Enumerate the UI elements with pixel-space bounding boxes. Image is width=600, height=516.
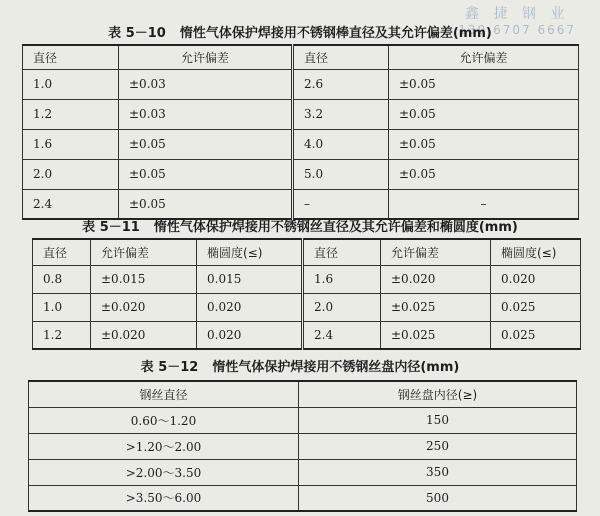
table-cell: 0.025 <box>491 293 581 321</box>
table-row <box>23 99 579 129</box>
table-cell: ±0.03 <box>119 99 293 129</box>
table-cell: >1.20～2.00 <box>29 433 299 459</box>
table1-header: 允许偏差 <box>119 45 293 69</box>
table3-caption <box>0 356 600 375</box>
table3-header-row <box>29 381 577 407</box>
table-cell: 3.2 <box>293 99 389 129</box>
table-cell: ±0.020 <box>91 293 197 321</box>
table2-header: 直径 <box>303 239 381 265</box>
table-cell: 5.0 <box>293 159 389 189</box>
table-row <box>23 69 579 99</box>
table-cell: ±0.020 <box>91 321 197 349</box>
table-cell: >3.50～6.00 <box>29 485 299 511</box>
table-cell: 500 <box>299 485 577 511</box>
table-cell: 1.0 <box>23 69 119 99</box>
table-cell: 4.0 <box>293 129 389 159</box>
table-cell: ±0.020 <box>381 265 491 293</box>
table-cell: 150 <box>299 407 577 433</box>
table2-header-row <box>33 239 581 265</box>
table-row <box>29 459 577 485</box>
table-cell: – <box>293 189 389 219</box>
table-cell: 2.4 <box>303 321 381 349</box>
table-cell: ±0.05 <box>389 69 579 99</box>
table-cell: 0.020 <box>197 321 303 349</box>
table3 <box>28 380 577 512</box>
watermark-name: 鑫 捷 钢 业 <box>465 6 570 22</box>
table-row <box>33 265 581 293</box>
table2-header: 允许偏差 <box>381 239 491 265</box>
table2-header: 允许偏差 <box>91 239 197 265</box>
table-row <box>23 129 579 159</box>
table-cell: ±0.05 <box>389 99 579 129</box>
table-cell: ±0.015 <box>91 265 197 293</box>
table3-number: 表 5－12 <box>140 360 199 375</box>
table-cell: 0.015 <box>197 265 303 293</box>
table-cell: – <box>389 189 579 219</box>
table2-header: 直径 <box>33 239 91 265</box>
table1-number: 表 5－10 <box>108 26 166 41</box>
table-cell: ±0.05 <box>119 189 293 219</box>
table-cell: 2.0 <box>23 159 119 189</box>
table1-header: 允许偏差 <box>389 45 579 69</box>
table3-header: 钢丝盘内径(≥) <box>299 381 577 407</box>
table-row <box>33 321 581 349</box>
table-row <box>29 485 577 511</box>
table1-header: 直径 <box>23 45 119 69</box>
table-cell: ±0.05 <box>389 159 579 189</box>
table-row <box>23 189 579 219</box>
table1-caption <box>0 22 600 41</box>
table1-header: 直径 <box>293 45 389 69</box>
table-cell: ±0.05 <box>119 129 293 159</box>
table-cell: 2.0 <box>303 293 381 321</box>
table3-header: 钢丝直径 <box>29 381 299 407</box>
table-row <box>29 433 577 459</box>
table2-number: 表 5－11 <box>82 220 140 235</box>
table-cell: 0.020 <box>197 293 303 321</box>
table-row <box>23 159 579 189</box>
table-cell: 1.2 <box>33 321 91 349</box>
table-cell: ±0.05 <box>119 159 293 189</box>
table-cell: 250 <box>299 433 577 459</box>
table-cell: 2.4 <box>23 189 119 219</box>
table-cell: 1.6 <box>303 265 381 293</box>
table-cell: ±0.025 <box>381 293 491 321</box>
table-row <box>33 293 581 321</box>
table-cell: ±0.025 <box>381 321 491 349</box>
table2-header: 椭圆度(≤) <box>197 239 303 265</box>
table2-header: 椭圆度(≤) <box>491 239 581 265</box>
table-row <box>29 407 577 433</box>
table-cell: ±0.05 <box>389 129 579 159</box>
table2-title: 惰性气体保护焊接用不锈钢丝直径及其允许偏差和椭圆度(mm) <box>153 220 518 235</box>
table-cell: 0.60～1.20 <box>29 407 299 433</box>
table-cell: 350 <box>299 459 577 485</box>
watermark-phone: 139 6707 6667 <box>458 23 576 37</box>
table1-title: 惰性气体保护焊接用不锈钢棒直径及其允许偏差(mm) <box>179 26 492 41</box>
table-cell: 2.6 <box>293 69 389 99</box>
table2-caption <box>0 216 600 235</box>
table1 <box>22 44 579 220</box>
table-cell: 1.0 <box>33 293 91 321</box>
table-cell: 1.6 <box>23 129 119 159</box>
table-cell: 1.2 <box>23 99 119 129</box>
table2 <box>32 238 581 350</box>
table1-header-row <box>23 45 579 69</box>
table-cell: ±0.03 <box>119 69 293 99</box>
table-cell: 0.025 <box>491 321 581 349</box>
table-cell: 0.020 <box>491 265 581 293</box>
table-cell: >2.00～3.50 <box>29 459 299 485</box>
table3-title: 惰性气体保护焊接用不锈钢丝盘内径(mm) <box>212 360 460 375</box>
table-cell: 0.8 <box>33 265 91 293</box>
